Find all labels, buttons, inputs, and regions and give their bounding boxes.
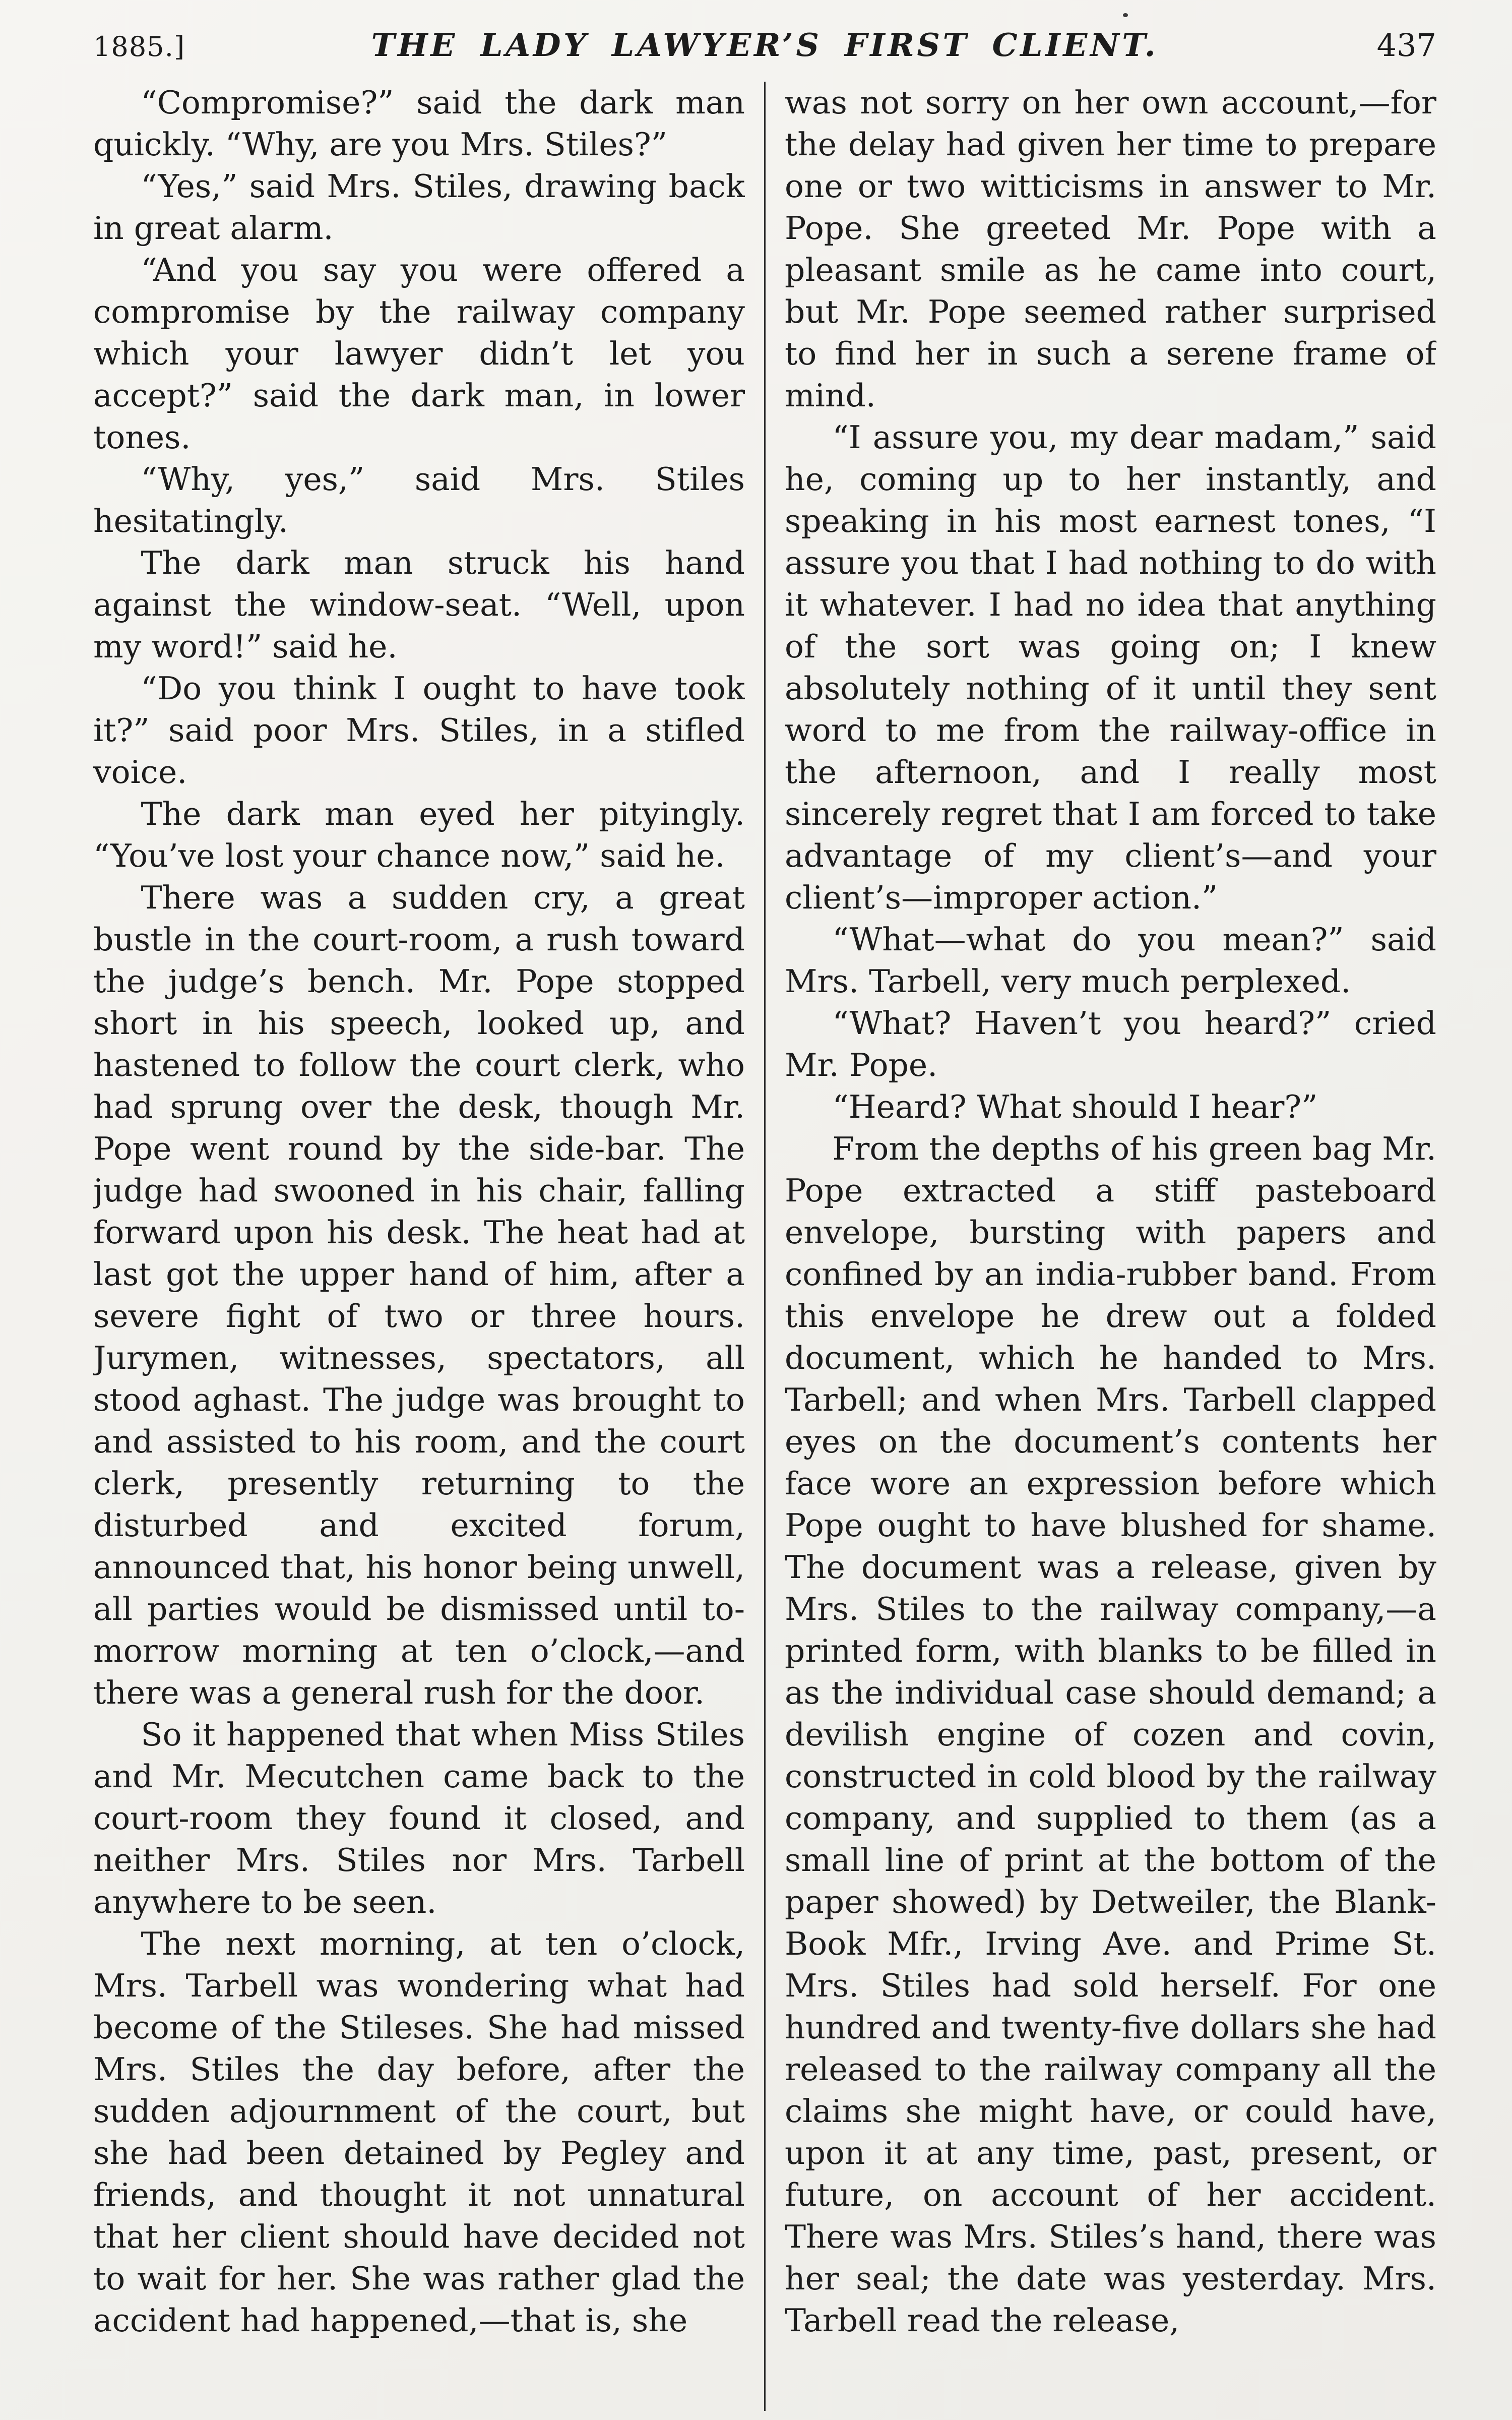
right-column xyxy=(785,82,1436,2411)
running-header xyxy=(93,18,1436,64)
paragraph: “What—what do you mean?” said Mrs. Tarbell, very much perplexed. xyxy=(785,921,1436,1000)
paragraph: “Heard? What should I hear?” xyxy=(832,1088,1318,1125)
paragraph: “Why, yes,” said Mrs. Stiles hesitatingly. xyxy=(93,461,745,539)
left-column xyxy=(93,82,745,2411)
two-column-text-block xyxy=(93,82,1436,2411)
paragraph: The next morning, at ten o’clock, Mrs. Tarbell was wondering what had become of the Stileses. She had missed Mrs. Stiles the day before, after the sudden adjournment of the court, but she had been detained by Pegley and friends, and thought it not unnatural that her client should have decided not to wait for her. She was rather glad the accident had happened,—that is, she xyxy=(93,1925,745,2339)
page-title: THE LADY LAWYER’S FIRST CLIENT. xyxy=(371,26,1159,64)
year-label: 1885.] xyxy=(93,31,185,63)
paragraph: “Yes,” said Mrs. Stiles, drawing back in great alarm. xyxy=(93,168,745,247)
paragraph: There was a sudden cry, a great bustle in the court-room, a rush toward the judge’s bench. Mr. Pope stopped short in his speech, looked up, and hastened to follow the court clerk, who had sprung over the desk, though Mr. Pope went round by the side-bar. The judge had swooned in his chair, falling forward upon his desk. The heat had at last got the upper hand of him, after a severe fight of two or three hours. Jurymen, witnesses, spectators, all stood aghast. The judge was brought to and assisted to his room, and the court clerk, presently returning to the disturbed and excited forum, announced that, his honor being unwell, all parties would be dismissed until to-morrow morning at ten o’clock,—and there was a general rush for the door. xyxy=(93,879,745,1711)
paragraph: was not sorry on her own account,—for the delay had given her time to prepare one or two witticisms in answer to Mr. Pope. She greeted Mr. Pope with a pleasant smile as he came into court, but Mr. Pope seemed rather surprised to find her in such a serene frame of mind. xyxy=(785,84,1436,414)
paragraph: “Do you think I ought to have took it?” said poor Mrs. Stiles, in a stifled voice. xyxy=(93,670,745,791)
column-divider-rule xyxy=(764,82,766,2411)
paragraph: The dark man eyed her pityingly. “You’ve lost your chance now,” said he. xyxy=(93,796,745,874)
page-number: 437 xyxy=(1376,27,1436,64)
paragraph: “What? Haven’t you heard?” cried Mr. Pope. xyxy=(785,1005,1436,1083)
paragraph: “I assure you, my dear madam,” said he, coming up to her instantly, and speaking in his most earnest tones, “I assure you that I had nothing to do with it whatever. I had no idea that anything of the sort was going on; I knew absolutely nothing of it until they sent word to me from the railway-office in the afternoon, and I really most sincerely regret that I am forced to take advantage of my client’s—and your client’s—improper action.” xyxy=(785,419,1436,916)
paragraph: From the depths of his green bag Mr. Pope extracted a stiff pasteboard envelope, bursting with papers and confined by an india-rubber band. From this envelope he drew out a folded document, which he handed to Mrs. Tarbell; and when Mrs. Tarbell clapped eyes on the document’s contents her face wore an expression before which Pope ought to have blushed for shame. The document was a release, given by Mrs. Stiles to the railway company,—a printed form, with blanks to be filled in as the individual case should demand; a devilish engine of cozen and covin, constructed in cold blood by the railway company, and supplied to them (as a small line of print at the bottom of the paper showed) by Detweiler, the Blank-Book Mfr., Irving Ave. and Prime St. Mrs. Stiles had sold herself. For one hundred and twenty-five dollars she had released to the railway company all the claims she might have, or could have, upon it at any time, past, present, or future, on account of her accident. There was Mrs. Stiles’s hand, there was her seal; the date was yesterday. Mrs. Tarbell read the release, xyxy=(785,1130,1436,2339)
paragraph: So it happened that when Miss Stiles and Mr. Mecutchen came back to the court-room they found it closed, and neither Mrs. Stiles nor Mrs. Tarbell anywhere to be seen. xyxy=(93,1716,745,1920)
paragraph: The dark man struck his hand against the window-seat. “Well, upon my word!” said he. xyxy=(93,544,745,665)
scan-artifact-dot xyxy=(1123,13,1128,17)
paragraph: “Compromise?” said the dark man quickly. “Why, are you Mrs. Stiles?” xyxy=(93,84,745,163)
paragraph: “And you say you were offered a compromise by the railway company which your lawyer didn’t let you accept?” said the dark man, in lower tones. xyxy=(93,252,745,456)
